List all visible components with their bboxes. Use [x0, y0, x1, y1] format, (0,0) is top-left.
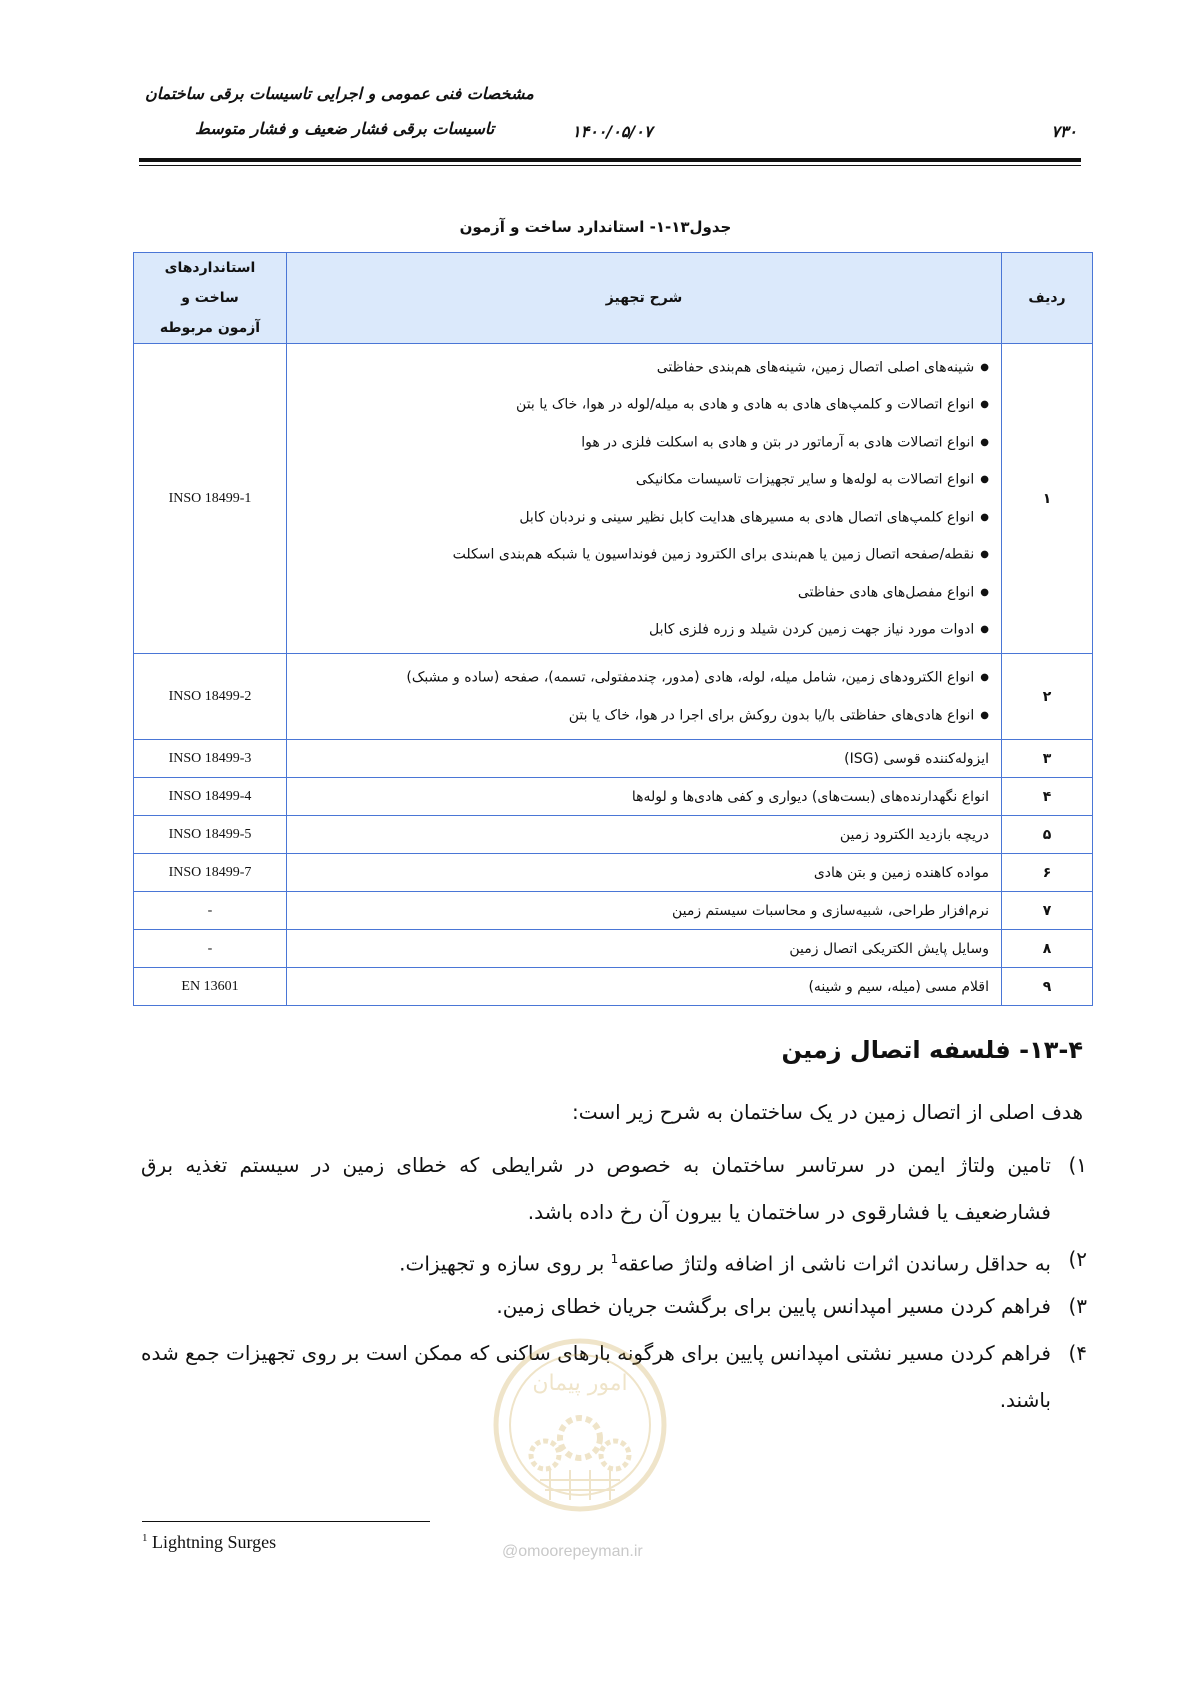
item-text: فراهم کردن مسیر نشتی امپدانس پایین برای هرگونه بارهای ساکنی که ممکن است بر روی تجهیزات جمع شده باشند.	[141, 1341, 1051, 1412]
table-row	[134, 816, 1093, 854]
header-standards	[134, 253, 287, 344]
footnote-number: 1	[142, 1532, 148, 1544]
list-item	[141, 1236, 1087, 1288]
standards-table	[133, 252, 1093, 1006]
page-number: ۷۳۰	[1051, 122, 1077, 141]
row-standard: INSO 18499-3	[134, 740, 287, 778]
list-item	[141, 1283, 1087, 1330]
header-row-number: ردیف	[1002, 253, 1093, 344]
row-standard: INSO 18499-2	[134, 654, 287, 740]
row-description: دریچه بازدید الکترود زمین	[287, 816, 1002, 854]
list-item: ● انواع اتصالات به لوله‌ها و سایر تجهیزات تاسیسات مکانیکی	[299, 461, 989, 499]
row-description	[287, 654, 1002, 740]
row-standard: -	[134, 892, 287, 930]
section-title: ۱۳-۴- فلسفه اتصال زمین	[781, 1036, 1083, 1064]
footnote-rule	[142, 1521, 430, 1522]
footnote-text: Lightning Surges	[147, 1532, 277, 1552]
watermark-logo-icon	[490, 1330, 670, 1520]
row-standard: INSO 18499-7	[134, 854, 287, 892]
row-number: ۳	[1002, 740, 1093, 778]
footnote-ref[interactable]: 1	[610, 1252, 619, 1266]
header-volume-title: تاسیسات برقی فشار ضعیف و فشار متوسط	[195, 119, 495, 138]
list-item: ● انواع کلمپ‌های اتصال هادی به مسیرهای هدایت کابل نظیر سینی و نردبان کابل	[299, 499, 989, 537]
row-description	[287, 344, 1002, 654]
row-standard: -	[134, 930, 287, 968]
table-row	[134, 740, 1093, 778]
header-standards-line1: استانداردهای ساخت و	[164, 260, 256, 306]
table-row	[134, 854, 1093, 892]
watermark-url: @omoorepeyman.ir	[502, 1543, 643, 1560]
header-rule-thin	[139, 165, 1081, 166]
item-text-before: به حداقل رساندن اثرات ناشی از اضافه ولتاژ صاعقه	[618, 1251, 1051, 1276]
list-item: ● انواع هادی‌های حفاظتی با/یا بدون روکش برای اجرا در هوا، خاک یا بتن	[299, 697, 989, 735]
row-number: ۴	[1002, 778, 1093, 816]
row-number: ۱	[1002, 344, 1093, 654]
table-row	[134, 892, 1093, 930]
row-standard: INSO 18499-4	[134, 778, 287, 816]
row-number: ۵	[1002, 816, 1093, 854]
list-item: ● انواع الکترودهای زمین، شامل میله، لوله، هادی (مدور، چندمفتولی، تسمه)، صفحه (ساده و مشبک)	[299, 659, 989, 697]
item-number: ۳)	[1068, 1294, 1087, 1318]
table-row	[134, 968, 1093, 1006]
row-standard: EN 13601	[134, 968, 287, 1006]
list-item: ● انواع اتصالات هادی به آرماتور در بتن و هادی به اسکلت فلزی در هوا	[299, 424, 989, 462]
item-text: تامین ولتاژ ایمن در سرتاسر ساختمان به خصوص در شرایطی که خطای زمین در سیستم تغذیه برق فشارضعیف یا فشارقوی در ساختمان یا بیرون آن رخ داده باشد.	[141, 1153, 1051, 1224]
table-caption: جدول۱۳-۱- استاندارد ساخت و آزمون	[459, 218, 732, 236]
list-item: ● ادوات مورد نیاز جهت زمین کردن شیلد و زره فلزی کابل	[299, 611, 989, 649]
section-intro: هدف اصلی از اتصال زمین در یک ساختمان به شرح زیر است:	[571, 1100, 1083, 1124]
item-number: ۱)	[1068, 1153, 1087, 1177]
table-row	[134, 344, 1093, 654]
row-description: نرم‌افزار طراحی، شبیه‌سازی و محاسبات سیستم زمین	[287, 892, 1002, 930]
footnote	[142, 1532, 276, 1553]
item-text-after: بر روی سازه و تجهیزات.	[399, 1251, 611, 1276]
row-description: ایزوله‌کننده قوسی (ISG)	[287, 740, 1002, 778]
table-header-row	[134, 253, 1093, 344]
row-number: ۶	[1002, 854, 1093, 892]
list-item	[141, 1142, 1087, 1236]
header-rule-thick	[139, 158, 1081, 162]
table-row	[134, 654, 1093, 740]
row-standard: INSO 18499-5	[134, 816, 287, 854]
item-text: فراهم کردن مسیر امپدانس پایین برای برگشت جریان خطای زمین.	[496, 1294, 1051, 1318]
item-number: ۴)	[1068, 1341, 1087, 1365]
list-item: ● انواع اتصالات و کلمپ‌های هادی به هادی و هادی به میله/لوله در هوا، خاک یا بتن	[299, 386, 989, 424]
watermark-logo-text: امور پیمان	[532, 1371, 628, 1396]
table-row	[134, 930, 1093, 968]
header-date: ۱۴۰۰/۰۵/۰۷	[572, 122, 653, 141]
row-description: وسایل پایش الکتریکی اتصال زمین	[287, 930, 1002, 968]
row-number: ۷	[1002, 892, 1093, 930]
header-standards-line2: آزمون مربوطه	[159, 320, 261, 336]
row-description: مواده کاهنده زمین و بتن هادی	[287, 854, 1002, 892]
row-description: انواع نگهدارنده‌های (بست‌های) دیواری و کفی هادی‌ها و لوله‌ها	[287, 778, 1002, 816]
header-description: شرح تجهیز	[287, 253, 1002, 344]
list-item: ● شینه‌های اصلی اتصال زمین، شینه‌های هم‌بندی حفاظتی	[299, 349, 989, 387]
row-number: ۹	[1002, 968, 1093, 1006]
header-book-title: مشخصات فنی عمومی و اجرایی تاسیسات برقی ساختمان	[145, 84, 534, 103]
item-number: ۲)	[1068, 1247, 1087, 1271]
row-description: اقلام مسی (میله، سیم و شینه)	[287, 968, 1002, 1006]
list-item: ● انواع مفصل‌های هادی حفاظتی	[299, 574, 989, 612]
row-number: ۲	[1002, 654, 1093, 740]
row-standard: INSO 18499-1	[134, 344, 287, 654]
list-item: ● نقطه/صفحه اتصال زمین یا هم‌بندی برای الکترود زمین فونداسیون یا شبکه هم‌بندی اسکلت	[299, 536, 989, 574]
row-number: ۸	[1002, 930, 1093, 968]
table-row	[134, 778, 1093, 816]
